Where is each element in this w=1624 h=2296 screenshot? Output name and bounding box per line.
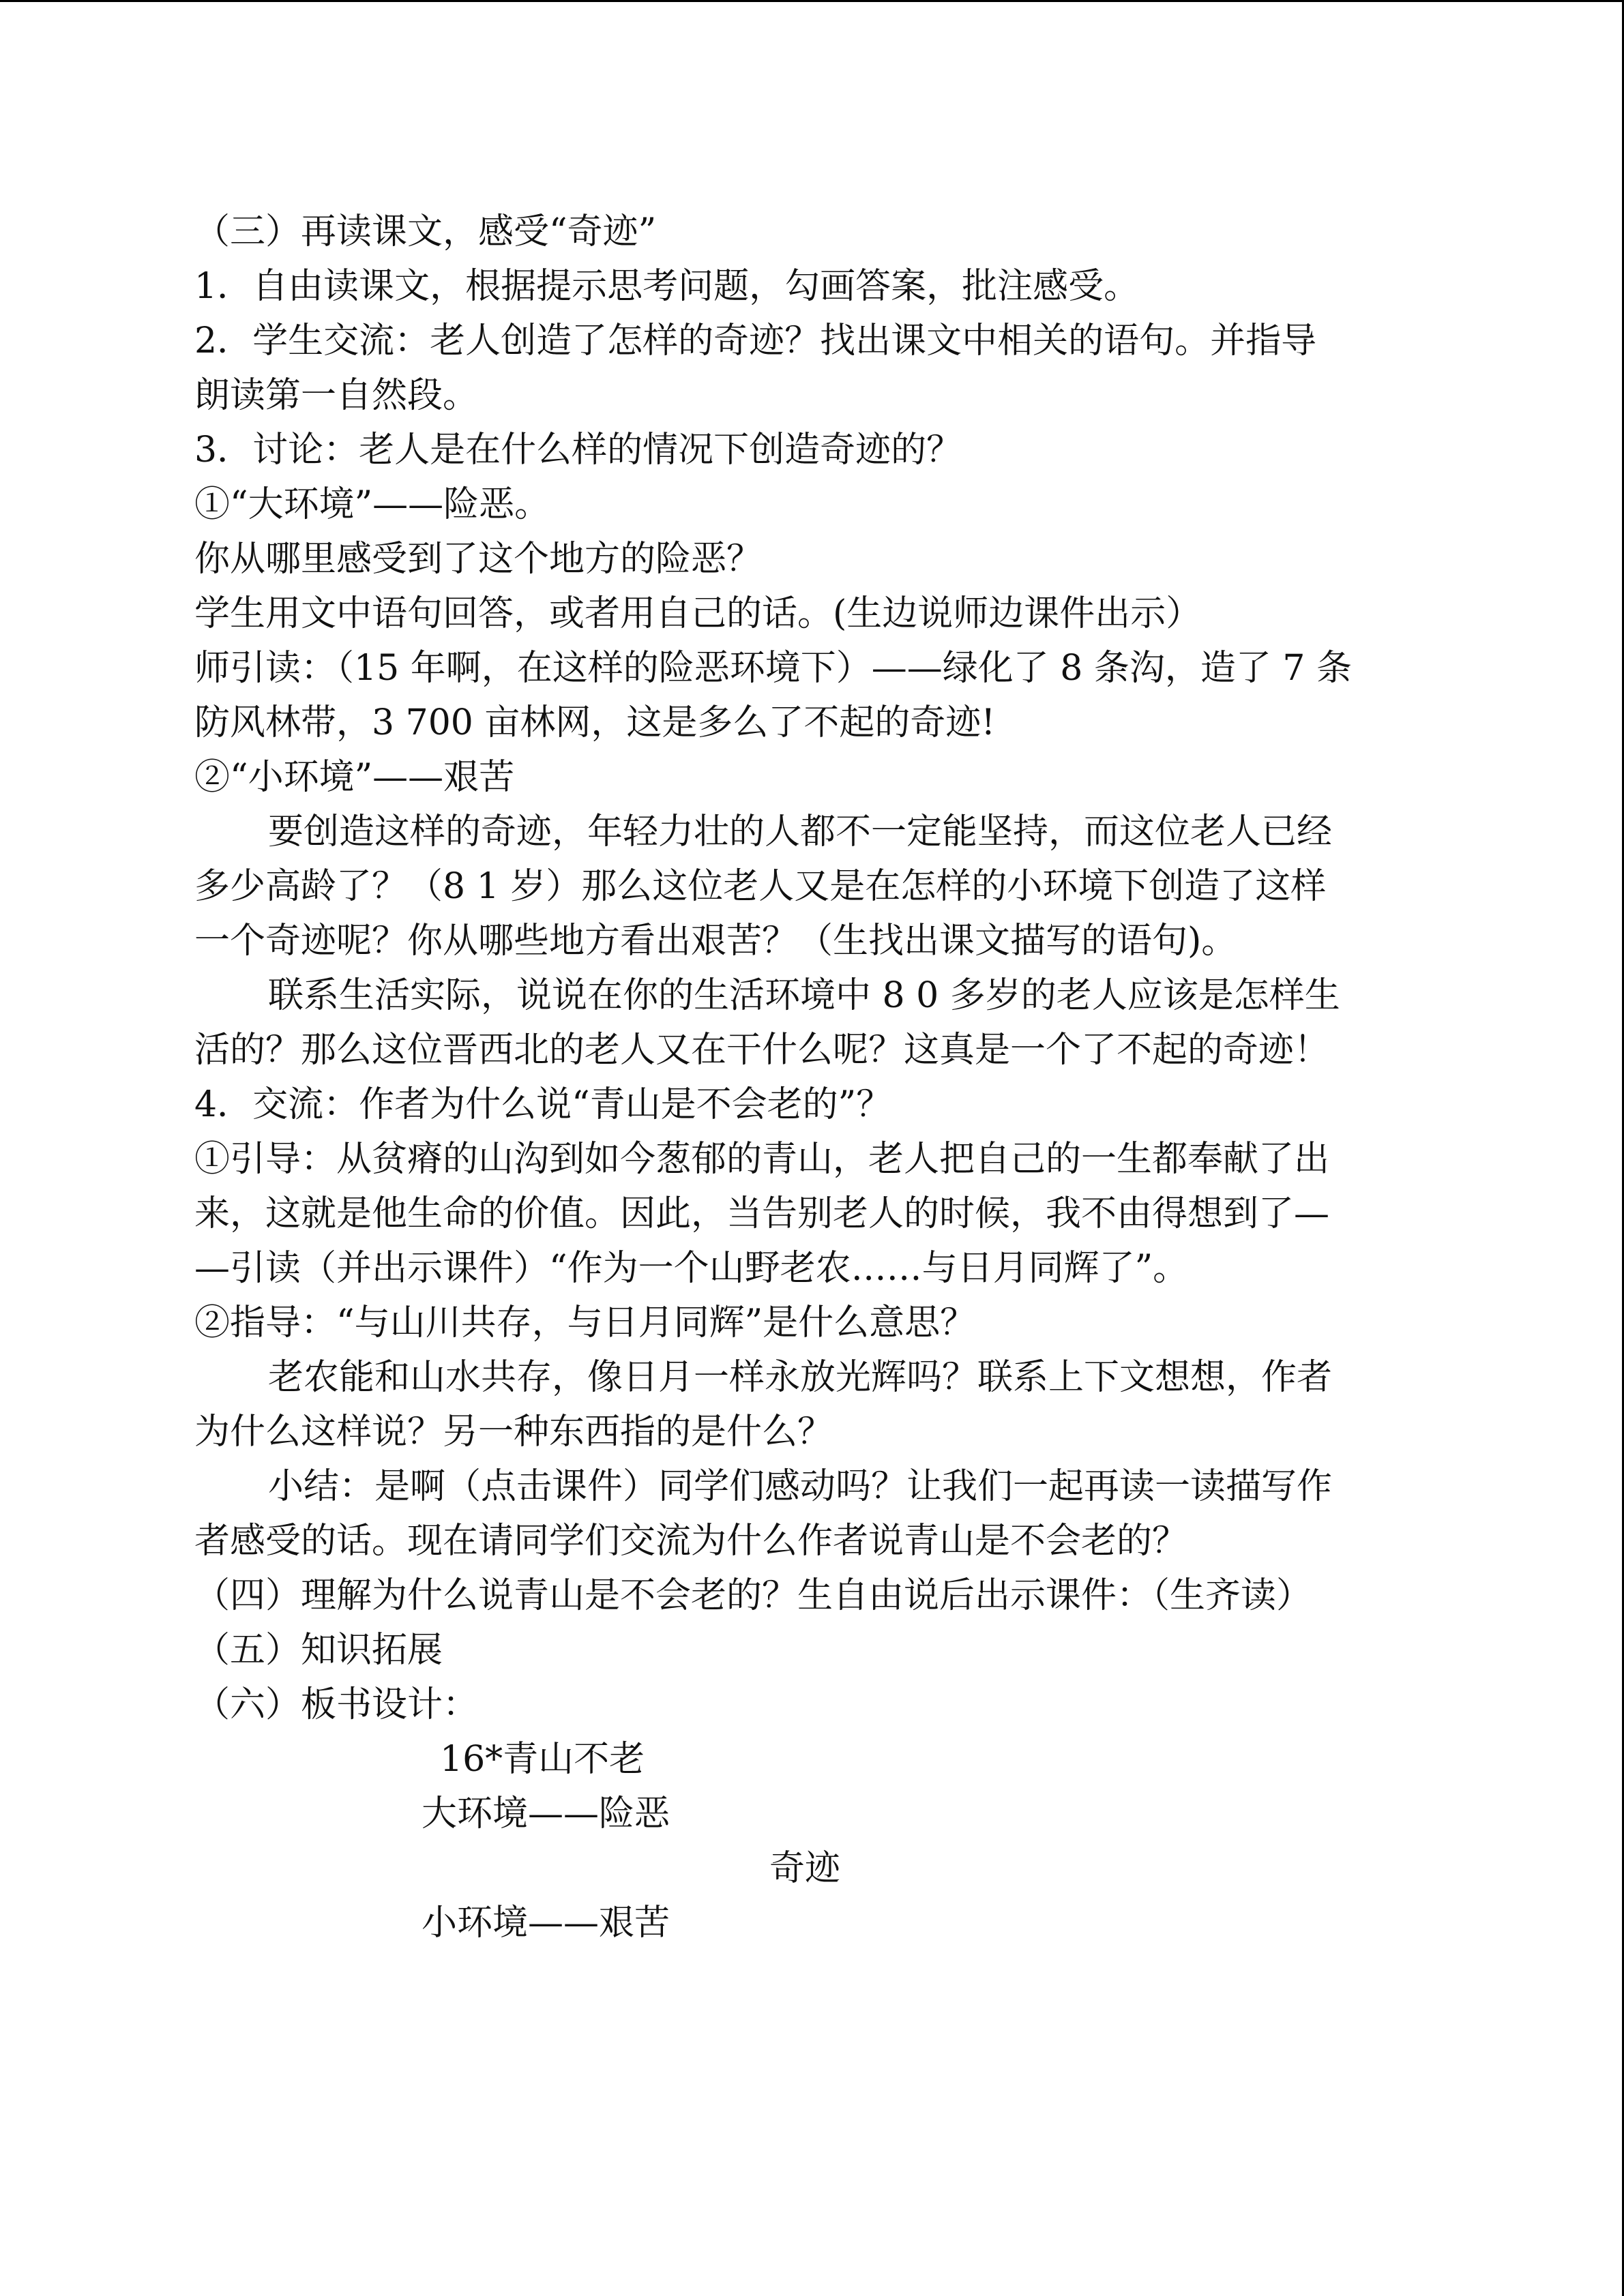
step-1: 1．自由读课文，根据提示思考问题，勾画答案，批注感受。 — [194, 266, 1140, 307]
paragraph-summary: 小结：是啊（点击课件）同学们感动吗？让我们一起再读一读描写作 — [268, 1466, 1333, 1507]
step-2: 2．学生交流：老人创造了怎样的奇迹？找出课文中相关的语句。并指导 — [194, 320, 1317, 361]
teacher-reading: 师引读：（15 年啊，在这样的险恶环境下）——绿化了 8 条沟，造了 7 条 — [194, 648, 1352, 689]
paragraph-miracle: 要创造这样的奇迹，年轻力壮的人都不一定能坚持，而这位老人已经 — [268, 811, 1333, 852]
section-heading-reread: （三）再读课文，感受“奇迹” — [194, 211, 657, 252]
guide-1-cont-2: —引读（并出示课件）“作为一个山野老农……与日月同辉了”。 — [194, 1248, 1189, 1289]
board-small-environment: 小环境——艰苦 — [422, 1903, 670, 1943]
paragraph-summary-cont: 者感受的话。现在请同学们交流为什么作者说青山是不会老的？ — [194, 1521, 1188, 1562]
paragraph-miracle-cont-1: 多少高龄了？（8 1 岁）那么这位老人又是在怎样的小环境下创造了这样 — [194, 866, 1327, 907]
step-2-cont: 朗读第一自然段。 — [194, 375, 479, 416]
guide-1: ①引导：从贫瘠的山沟到如今葱郁的青山，老人把自己的一生都奉献了出 — [194, 1139, 1330, 1180]
paragraph-life: 联系生活实际，说说在你的生活环境中 8 0 多岁的老人应该是怎样生 — [268, 975, 1340, 1016]
section-heading-understand: （四）理解为什么说青山是不会老的？生自由说后出示课件：（生齐读） — [194, 1575, 1312, 1616]
board-miracle: 奇迹 — [769, 1848, 841, 1889]
student-answer: 学生用文中语句回答，或者用自己的话。(生边说师边课件出示） — [194, 593, 1202, 634]
page-border-top — [0, 0, 1624, 2]
guide-1-cont-1: 来，这就是他生命的价值。因此，当告别老人的时候，我不由得想到了— — [194, 1193, 1330, 1234]
board-title: 16*青山不老 — [440, 1739, 645, 1780]
section-heading-extension: （五）知识拓展 — [194, 1630, 443, 1671]
paragraph-miracle-cont-2: 一个奇迹呢？你从哪些地方看出艰苦？（生找出课文描写的语句)。 — [194, 921, 1237, 961]
paragraph-farmer-cont: 为什么这样说？另一种东西指的是什么？ — [194, 1412, 833, 1452]
guide-2: ②指导：“与山川共存，与日月同辉”是什么意思？ — [194, 1302, 976, 1343]
lesson-body — [194, 205, 1436, 1732]
paragraph-life-cont: 活的？那么这位晋西北的老人又在干什么呢？这真是一个了不起的奇迹！ — [194, 1030, 1330, 1071]
step-3: 3．讨论：老人是在什么样的情况下创造奇迹的？ — [194, 430, 962, 471]
big-environment: ①“大环境”——险恶。 — [194, 484, 550, 525]
section-heading-board: （六）板书设计： — [194, 1684, 479, 1725]
paragraph-farmer: 老农能和山水共存，像日月一样永放光辉吗？联系上下文想想，作者 — [268, 1357, 1333, 1398]
teacher-reading-cont: 防风林带，3 700 亩林网，这是多么了不起的奇迹! — [194, 702, 996, 743]
small-environment: ②“小环境”——艰苦 — [194, 757, 515, 798]
step-4: 4．交流：作者为什么说“青山是不会老的”？ — [194, 1084, 892, 1125]
board-big-environment: 大环境——险恶 — [422, 1793, 670, 1834]
question-danger: 你从哪里感受到了这个地方的险恶？ — [194, 539, 763, 580]
